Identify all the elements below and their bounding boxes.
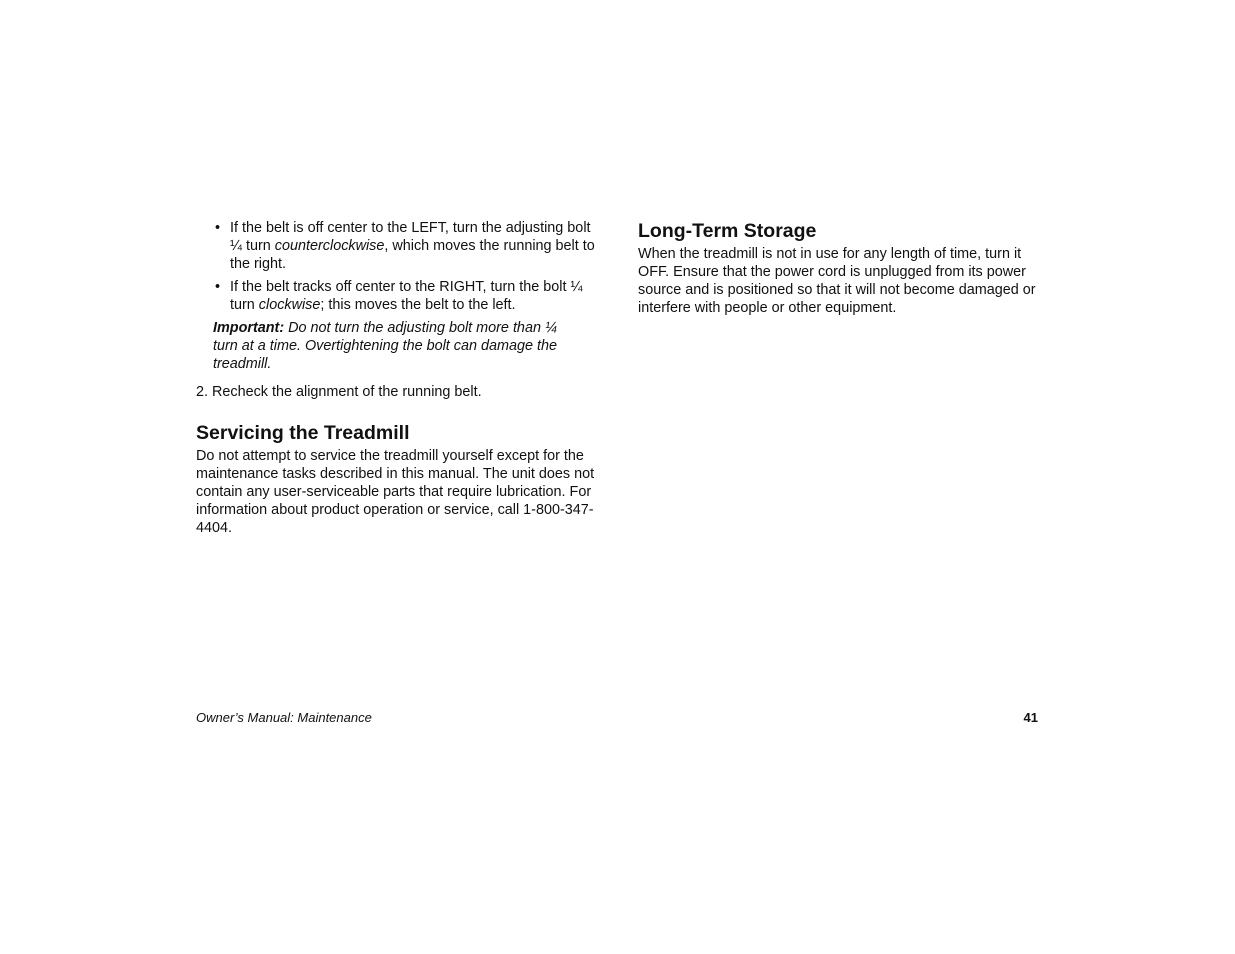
footer-section-title: Owner’s Manual: Maintenance: [196, 710, 372, 725]
step-2: 2. Recheck the alignment of the running belt.: [196, 384, 482, 400]
important-text: Do not turn the adjusting bolt more than ¼ turn at a time. Overtightening the bolt can damage the treadmill.: [213, 320, 557, 372]
list-item: • If the belt is off center to the LEFT, turn the adjusting bolt ¼ turn counterclockwise, which moves the running belt to the right.: [230, 219, 598, 273]
servicing-heading: Servicing the Treadmill: [196, 422, 410, 444]
right-column: [638, 219, 1040, 317]
left-column: [196, 219, 598, 537]
important-label: Important:: [213, 320, 285, 336]
storage-heading: Long-Term Storage: [638, 220, 817, 242]
emphasis-counterclockwise: counterclockwise: [274, 238, 385, 254]
storage-body: When the treadmill is not in use for any length of time, turn it OFF. Ensure that the power cord is unplugged from its power source and is positioned so that it will not become damaged or interfere with people or other equipment.: [638, 246, 1036, 316]
important-note: [213, 319, 578, 373]
emphasis-clockwise: clockwise: [258, 297, 321, 313]
list-item: • If the belt tracks off center to the RIGHT, turn the bolt ¼ turn clockwise; this moves the belt to the left.: [230, 278, 598, 314]
servicing-body: Do not attempt to service the treadmill yourself except for the maintenance tasks described in this manual. The unit does not contain any user-serviceable parts that require lubrication. For information about product operation or service, call 1-800-347-4404.: [196, 448, 595, 536]
page-number: 41: [1023, 710, 1038, 725]
belt-adjustment-list: [196, 219, 598, 314]
